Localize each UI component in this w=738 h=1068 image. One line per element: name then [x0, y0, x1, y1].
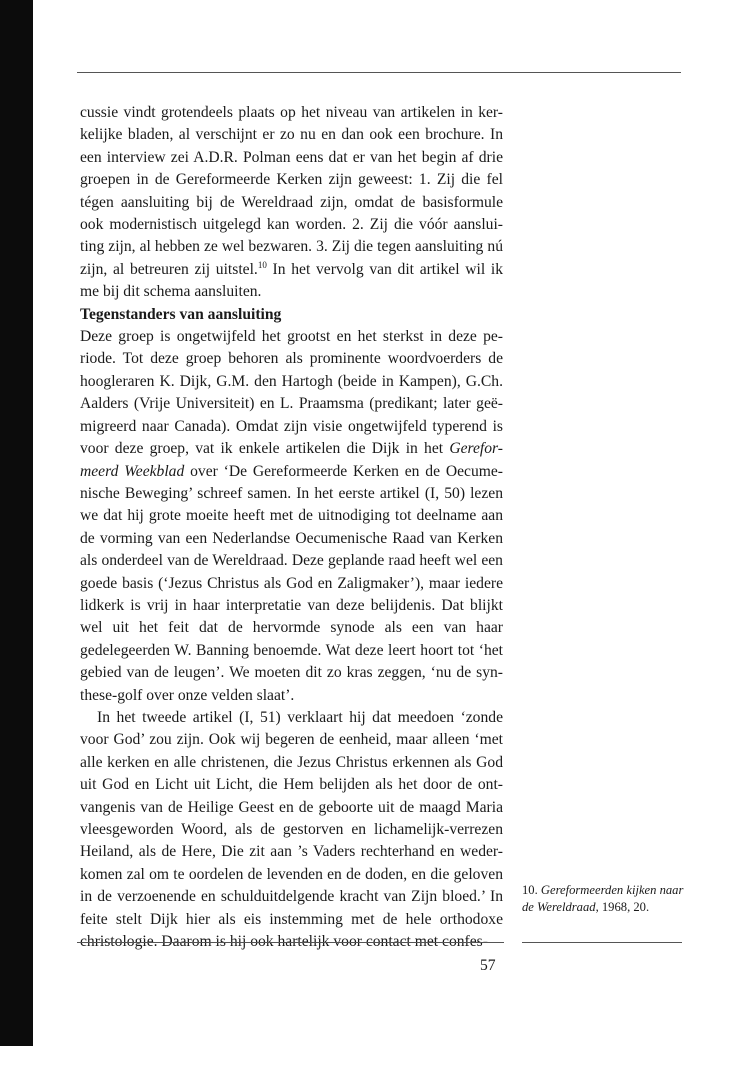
- text-line: blijkt wel uit het feit dat de hervormde synode als een van haar: [80, 596, 503, 637]
- text-line: alle kerken en alle christenen, die Jezus Christus erkennen als God: [80, 753, 503, 771]
- footnote-rule: [522, 942, 682, 943]
- text-line: ook modernistisch uitgelegd kan worden. 2. Zij die vóór aanslui-: [80, 216, 503, 234]
- text-line: in de verzoenende en schulduitdelgende kracht van Zijn bloed.’ In: [80, 888, 503, 906]
- text-line: we dat hij grote moeite heeft met de uitnodiging tot deelname aan: [80, 507, 503, 525]
- text-line: komen zal om te oordelen de levenden en de doden, en die geloven: [80, 865, 503, 883]
- text-line: nú zijn, al betreuren zij uitstel.: [80, 238, 503, 278]
- text-line: these-golf over onze velden slaat’.: [80, 686, 295, 704]
- text-line: christologie. Daarom is hij ook hartelijk voor contact met confes-: [80, 933, 488, 951]
- text-line: vleesgeworden Woord, als de gestorven en lichamelijk-verrezen: [80, 821, 503, 838]
- footnote-title: Gereformeerden kijken naar de Wereldraad: [522, 883, 684, 914]
- text-line: me bij dit schema aansluiten.: [80, 283, 262, 301]
- text-line: ting zijn, al hebben ze wel bezwaren. 3. Zij die tegen aansluiting: [80, 238, 484, 256]
- top-rule: [77, 72, 681, 73]
- page-number: 57: [480, 957, 496, 974]
- text-line: als onderdeel van de Wereldraad. Deze geplande raad heeft wel: [80, 552, 478, 570]
- text-line: In het vervolg van dit artikel wil ik: [266, 260, 503, 278]
- text-line: feite stelt Dijk hier als eis instemming met de hele orthodoxe: [80, 910, 503, 928]
- text-line: uit God en Licht uit Licht, die Hem belijden als het door de ont-: [80, 776, 503, 794]
- italic-title: Gerefor-: [449, 440, 503, 458]
- text-line: iedere lidkerk is vrij in haar interpretatie van deze belijdenis. Dat: [80, 574, 503, 614]
- text-line: tégen aansluiting bij de Wereldraad zijn, omdat de basisformule: [80, 193, 503, 211]
- text-line: een goede basis (‘Jezus Christus als God en Zaligmaker’), maar: [80, 552, 503, 592]
- side-footnote: [522, 882, 684, 916]
- text-line: Heiland, als de Here, Die zit aan ’s Vaders rechterhand en weder-: [80, 843, 503, 861]
- section-heading: Tegenstanders van aansluiting: [80, 305, 282, 323]
- italic-title: meerd Weekblad: [80, 462, 185, 480]
- paragraph: [80, 102, 503, 304]
- text-line: cussie vindt grotendeels plaats op het niveau van artikelen in ker-: [80, 104, 503, 121]
- footnote-text: , 1968, 20.: [595, 900, 650, 914]
- text-line: gebied van de leugen’. We moeten dit zo kras zeggen, ‘nu de syn-: [80, 664, 503, 682]
- text-line: over ‘De Gereformeerde Kerken en de Oecume-: [184, 462, 503, 480]
- text-line: groepen in de Gereformeerde Kerken zijn geweest: 1. Zij die fel: [80, 171, 503, 189]
- text-line: een interview zei A.D.R. Polman eens dat er van het begin af drie: [80, 148, 503, 166]
- text-line: riode. Tot deze groep behoren als prominente woordvoerders de: [80, 350, 503, 368]
- text-line: Aalders (Vrije Universiteit) en L. Praamsma (predikant; later geë-: [80, 395, 503, 413]
- text-line: voor God’ zou zijn. Ook wij begeren de eenheid, maar alleen ‘met: [80, 731, 503, 749]
- footnote-reference: 10: [257, 259, 267, 270]
- text-line: Deze groep is ongetwijfeld het grootst en het sterkst in deze pe-: [80, 328, 503, 346]
- binding-edge: [0, 0, 33, 1046]
- text-line: gedelegeerden W. Banning benoemde. Wat deze leert hoort tot ‘het: [80, 641, 503, 659]
- text-line: kelijke bladen, al verschijnt er zo nu en dan ook een brochure. In: [80, 126, 503, 144]
- text-line: migreerd naar Canada). Omdat zijn visie ongetwijfeld typerend is: [80, 417, 503, 435]
- text-line: voor deze groep, vat ik enkele artikelen die Dijk in het: [80, 440, 450, 458]
- body-text: [80, 102, 503, 953]
- paragraph: [80, 707, 503, 953]
- bottom-rule: [77, 942, 504, 943]
- footnote-number: 10.: [522, 883, 538, 897]
- text-line: nische Beweging’ schreef samen. In het eerste artikel (I, 50) lezen: [80, 484, 503, 502]
- paragraph: [80, 326, 503, 707]
- text-line: hoogleraren K. Dijk, G.M. den Hartogh (beide in Kampen), G.Ch.: [80, 372, 503, 390]
- text-line: In het tweede artikel (I, 51) verklaart hij dat meedoen ‘zonde: [97, 708, 503, 726]
- text-line: vangenis van de Heilige Geest en de geboorte uit de maagd Maria: [80, 798, 503, 816]
- text-line: de vorming van een Nederlandse Oecumenische Raad van Kerken: [80, 529, 503, 547]
